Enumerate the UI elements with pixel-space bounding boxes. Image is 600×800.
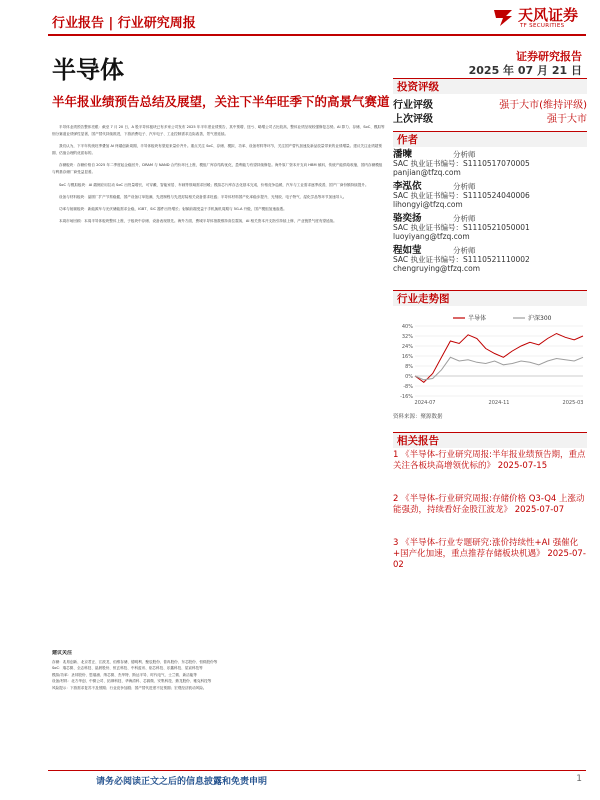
rating-section-title: 投资评级 (393, 78, 587, 94)
related-report-date: 2025-07-07 (514, 505, 565, 515)
analyst-email[interactable]: luoyiyang@tfzq.com (393, 232, 470, 241)
notes-line: 存储：兆易创新、北京君正、江波龙、佰维存储、德明利、聚辰股份、普冉股份、东芯股份、恒烁股份等 (52, 659, 218, 664)
related-report-item[interactable] (393, 494, 587, 516)
trend-section-title: 行业走势图 (393, 290, 587, 306)
analyst-sac: SAC 执业证书编号：S1110517070005 (393, 159, 530, 168)
legend-label: 沪深300 (528, 315, 552, 322)
y-tick-label: 0% (405, 374, 413, 380)
analyst-name: 潘暕 (393, 149, 413, 160)
recommendation-notes (52, 650, 385, 762)
body-paragraph: SoC 与模拟板块：AI 端侧应用拉动 SoC 出货量增长，可穿戴、智能家居、车载等领域需求回暖；模拟芯片库存去化基本完成，价格竞争趋缓，汽车与工业需求逐季改善，国产厂商份额持续提升。 (59, 182, 369, 187)
analyst-email[interactable]: lihongyi@tfzq.com (393, 200, 463, 209)
notes-line: 设备/材料：北方华创、中微公司、拓荆科技、华海清科、芯源微、安集科技、鼎龙股份、雅克科技等 (52, 679, 212, 684)
related-report-date: 2025-07-02 (393, 549, 586, 570)
industry-rating-row (393, 96, 587, 111)
footer-divider (48, 770, 586, 771)
prev-rating-value: 强于大市 (547, 114, 587, 125)
report-body (52, 124, 385, 730)
analyst-role: 分析师 (453, 182, 476, 191)
report-type: 证券研究报告 (516, 50, 582, 63)
analyst-card (393, 246, 587, 273)
related-report-item[interactable] (393, 450, 587, 472)
analyst-card (393, 182, 587, 209)
analyst-sac: SAC 执业证书编号：S1110521050001 (393, 223, 530, 232)
y-tick-label: -16% (400, 394, 413, 400)
x-tick-label: 2024-11 (488, 400, 510, 406)
analyst-card (393, 150, 587, 177)
authors-section-title: 作者 (393, 131, 587, 147)
body-paragraph: 本周市场回顾：本周半导体板块整体上涨，子板块中存储、设备表现领先。海外方面，费城半导体指数维持高位震荡，AI 相关资本开支指引持续上修，产业链景气度有望延续。 (59, 218, 337, 223)
series-line (415, 334, 583, 383)
related-report-item[interactable] (393, 538, 587, 571)
chart-source: 资料来源：聚源数据 (393, 414, 443, 420)
analyst-sac: SAC 执业证书编号：S1110521110002 (393, 255, 530, 264)
disclaimer-text: 请务必阅读正文之后的信息披露和免责申明 (96, 777, 268, 787)
notes-heading: 建议关注 (52, 650, 73, 656)
x-tick-label: 2024-07 (414, 400, 436, 406)
analyst-email[interactable]: panjian@tfzq.com (393, 168, 461, 177)
body-paragraph: 功率与射频板块：新能源车与光伏储能需求企稳，IGBT、SiC 器件出货增长；射频前端受益于手机换机周期与 5G-A 升级，国产模组加速渗透。 (59, 206, 287, 211)
industry-rating-label: 行业评级 (393, 100, 433, 111)
logo-text-cn: 天风证券 (518, 6, 579, 24)
analyst-name: 李泓依 (393, 181, 422, 192)
related-report-title[interactable]: 1 《半导体-行业研究周报:半年报业绩预告期，重点关注各板块高增领优标的》 (393, 450, 586, 471)
analyst-name: 骆奕扬 (393, 213, 422, 224)
y-tick-label: 32% (401, 334, 413, 340)
analyst-role: 分析师 (453, 246, 476, 255)
legend-label: 半导体 (468, 315, 487, 322)
prev-rating-label: 上次评级 (393, 114, 433, 125)
body-paragraph: 我们认为，下半年传统旺季叠加 AI 终端创新周期，半导体板块有望迎来量价齐升。重点关注 SoC、存储、模拟、功率、设备材料等环节，关注国产替代加速及新品放量带来的业绩增量。建议关注业绩超预期、估值合理的优质标的。 (52, 144, 382, 156)
analyst-role: 分析师 (453, 214, 476, 223)
tf-securities-logo (492, 4, 592, 34)
industry-report-label: 行业报告 | 行业研究周报 (52, 16, 196, 31)
x-tick-label: 2025-03 (562, 400, 584, 406)
page-number: 1 (576, 774, 582, 784)
report-subtitle: 半年报业绩预告总结及展望，关注下半年旺季下的高景气赛道 (52, 94, 390, 109)
y-tick-label: 40% (401, 324, 413, 330)
analyst-sac: SAC 执业证书编号：S1110524040006 (393, 191, 530, 200)
analyst-email[interactable]: chengruying@tfzq.com (393, 264, 481, 273)
prev-rating-row (393, 110, 587, 125)
logo-mark-icon (492, 6, 514, 28)
analyst-name: 程如莹 (393, 245, 422, 256)
header-divider (48, 34, 586, 36)
body-paragraph: 半导体业绩预告整体亮眼：截至 7 月 20 日，A 股半导体板块已有多家公司发布 2025 年半年度业绩预告，其中预增、扭亏、略增公司占比较高，整体业绩呈现较强修复态势。AI 算力、存储、SoC、模拟等细分赛道业绩弹性显著，国产替代持续推进，下游消费电子、汽车电子、工业控制需求边际改善，景气度延续。 (52, 125, 385, 137)
y-tick-label: -8% (403, 384, 413, 390)
report-date: 2025 年 07 月 21 日 (468, 64, 582, 77)
page-title: 半导体 (52, 56, 124, 84)
related-section-title: 相关报告 (393, 432, 587, 448)
logo-text-en: TF SECURITIES (520, 23, 565, 29)
related-report-date: 2025-07-15 (497, 461, 548, 471)
related-report-title[interactable]: 2 《半导体-行业研究周报:存储价格 Q3-Q4 上涨动能强劲，持续看好金股江波龙》 (393, 494, 585, 515)
y-tick-label: 16% (401, 354, 413, 360)
analyst-role: 分析师 (453, 150, 476, 159)
y-tick-label: 8% (405, 364, 413, 370)
y-tick-label: 24% (401, 344, 413, 350)
analyst-card (393, 214, 587, 241)
notes-line: SoC：瑞芯微、全志科技、晶晨股份、恒玄科技、中科蓝讯、炬芯科技、乐鑫科技、星宸科技等 (52, 666, 203, 671)
body-paragraph: 设备与材料板块：晶圆厂扩产节奏稳健，国产设备订单饱满，先进制程与先进封装相关设备需求旺盛；半导体材料国产化率稳步提升，光刻胶、电子特气、湿化学品等环节加速导入。 (59, 194, 347, 199)
industry-rating-value: 强于大市(维持评级) (499, 100, 587, 111)
notes-line: 风险提示：下游需求复苏不及预期；行业竞争加剧；国产替代进度不及预期；宏观经济波动风险。 (52, 685, 207, 690)
body-paragraph: 存储板块：存储价格自 2025 年二季度起企稳回升，DRAM 与 NAND 合约价环比上涨，模组厂库存结构优化，盈利能力有望持续修复。海外原厂资本开支向 HBM 倾斜，传统产能供给收缩，国内存储模组与利基存储厂商受益显著。 (52, 163, 383, 175)
notes-line: 模拟/功率：圣邦股份、思瑞浦、纳芯微、杰华特、斯达半导、时代电气、士兰微、新洁能等 (52, 672, 197, 677)
industry-trend-chart (393, 312, 587, 410)
related-report-title[interactable]: 3 《半导体-行业专题研究:涨价持续性+AI 强催化+国产化加速，重点推荐存储板块机遇》 (393, 538, 579, 559)
